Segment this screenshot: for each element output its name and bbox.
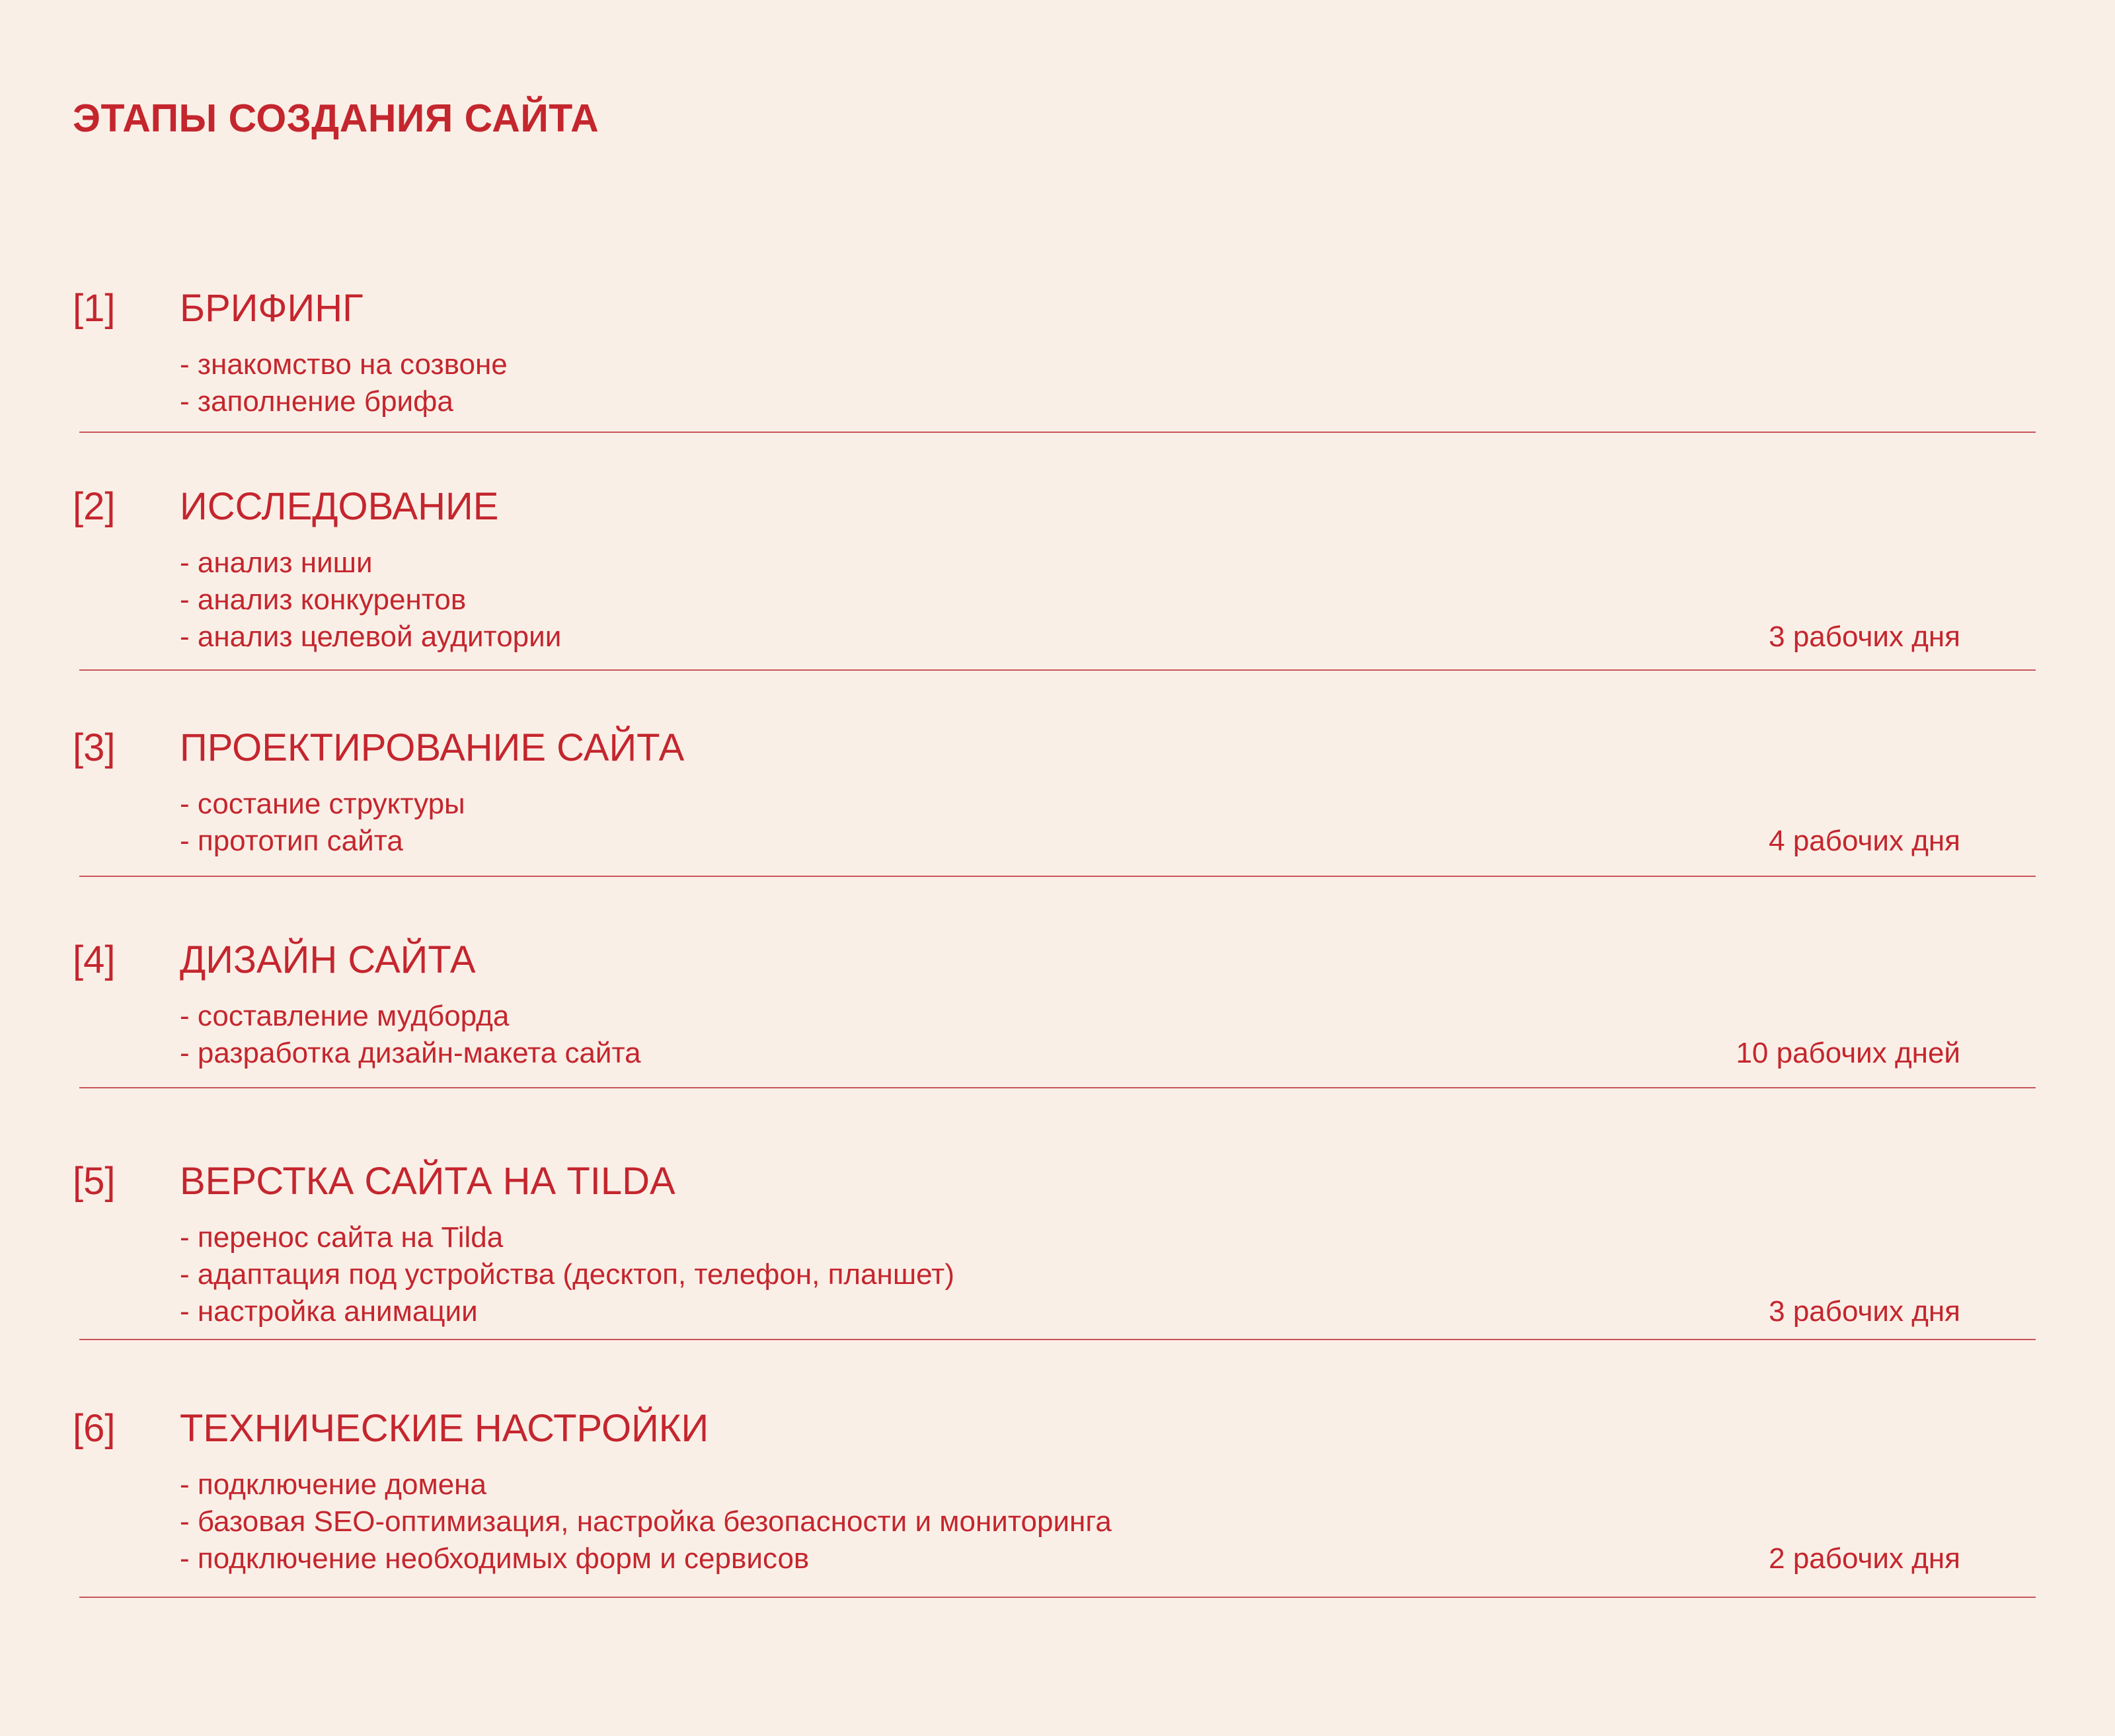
stage-items: [180, 1219, 954, 1330]
stage-item: - заполнение брифа: [180, 385, 453, 418]
stage-title: БРИФИНГ: [180, 287, 364, 330]
stage-duration: 4 рабочих дня: [1769, 825, 1960, 857]
stage-number: [2]: [73, 485, 116, 528]
stage-item: - анализ конкурентов: [180, 584, 467, 616]
stage-item: - знакомство на созвоне: [180, 348, 508, 381]
stage-item: - базовая SEO-оптимизация, настройка безопасности и мониторинга: [180, 1505, 1112, 1538]
divider: [79, 1339, 2036, 1340]
stage-duration: 10 рабочих дней: [1736, 1037, 1960, 1069]
stage-duration: 3 рабочих дня: [1769, 621, 1960, 653]
stage-title: ИССЛЕДОВАНИЕ: [180, 485, 499, 528]
stage-number: [1]: [73, 287, 116, 330]
stage-item: - состание структуры: [180, 788, 465, 820]
stage-number: [4]: [73, 938, 116, 981]
stage-item: - анализ ниши: [180, 547, 373, 579]
stage-title: ВЕРСТКА САЙТА НА TILDA: [180, 1160, 675, 1203]
divider: [79, 876, 2036, 877]
divider: [79, 669, 2036, 671]
stage-title: ТЕХНИЧЕСКИЕ НАСТРОЙКИ: [180, 1407, 709, 1450]
divider: [79, 1597, 2036, 1598]
stage-item: - перенос сайта на Tilda: [180, 1221, 504, 1254]
stage-duration: 2 рабочих дня: [1769, 1542, 1960, 1575]
stage-item: - анализ целевой аудитории: [180, 621, 562, 653]
stage-items: [180, 998, 641, 1072]
stage-item: - подключение домена: [180, 1468, 486, 1501]
stage-duration: 3 рабочих дня: [1769, 1295, 1960, 1328]
divider: [79, 432, 2036, 433]
stage-number: [6]: [73, 1407, 116, 1450]
stage-items: [180, 1466, 1112, 1577]
stage-item: - настройка анимации: [180, 1295, 478, 1328]
stage-title: ДИЗАЙН САЙТА: [180, 938, 476, 981]
stage-items: [180, 346, 508, 420]
stage-items: [180, 786, 465, 860]
stage-title: ПРОЕКТИРОВАНИЕ САЙТА: [180, 726, 685, 769]
stage-item: - составление мудборда: [180, 1000, 510, 1032]
stage-items: [180, 545, 561, 656]
stage-number: [3]: [73, 726, 116, 769]
divider: [79, 1087, 2036, 1088]
stage-item: - прототип сайта: [180, 825, 403, 857]
stage-item: - адаптация под устройства (десктоп, телефон, планшет): [180, 1258, 954, 1291]
stage-number: [5]: [73, 1160, 116, 1203]
stage-item: - разработка дизайн-макета сайта: [180, 1037, 641, 1069]
stage-item: - подключение необходимых форм и сервисов: [180, 1542, 810, 1575]
page-title: ЭТАПЫ СОЗДАНИЯ САЙТА: [73, 96, 599, 140]
